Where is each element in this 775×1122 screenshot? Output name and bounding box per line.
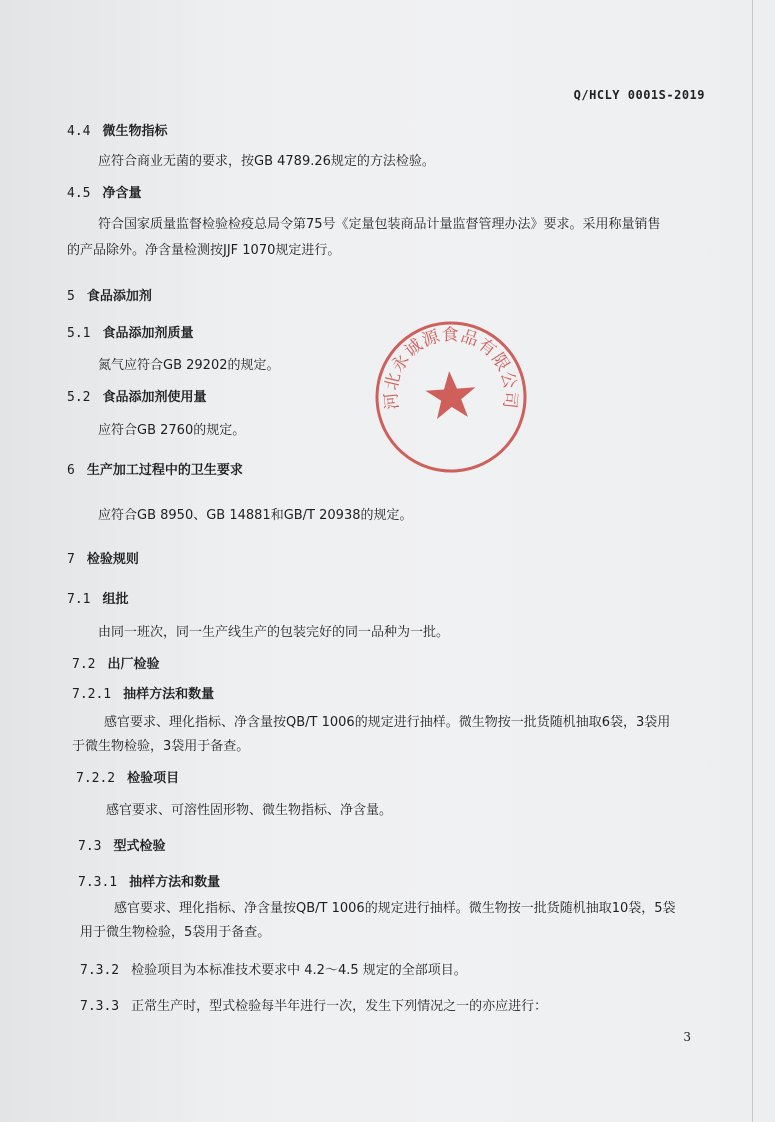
- section-title: 型式检验: [113, 839, 166, 854]
- document-code: Q/HCLY 0001S-2019: [573, 88, 705, 102]
- section-number: 5.1: [67, 326, 91, 341]
- heading-4-5: [67, 185, 142, 203]
- company-seal: [368, 314, 535, 481]
- section-number: 7.1: [67, 592, 91, 607]
- section-title: 食品添加剂使用量: [102, 390, 207, 405]
- page-number: 3: [683, 1030, 691, 1044]
- section-number: 7: [67, 552, 75, 567]
- heading-7-2-2: [76, 770, 179, 788]
- section-title: 净含量: [102, 186, 142, 201]
- section-number: 7.2.1: [72, 687, 112, 702]
- section-text: 检验项目为本标准技术要求中 4.2～4.5 规定的全部项目。: [131, 963, 467, 978]
- paragraph-6: 应符合GB 8950、GB 14881和GB/T 20938的规定。: [98, 508, 413, 523]
- heading-7-2: [72, 656, 160, 674]
- section-title: 食品添加剂质量: [102, 326, 194, 341]
- section-number: 7.3: [78, 839, 102, 854]
- heading-7-3: [78, 838, 166, 856]
- paragraph-5-2: 应符合GB 2760的规定。: [98, 423, 246, 438]
- section-number: 7.3.2: [80, 963, 120, 978]
- page-edge-line: [752, 0, 753, 1122]
- section-number: 4.5: [67, 186, 91, 201]
- paragraph-4-5-line2: 的产品除外。净含量检测按JJF 1070规定进行。: [67, 243, 341, 258]
- heading-6: [67, 462, 243, 480]
- section-number: 6: [67, 463, 75, 478]
- section-number: 7.3.1: [78, 875, 118, 890]
- paragraph-7-2-2: 感官要求、可溶性固形物、微生物指标、净含量。: [106, 803, 393, 818]
- section-title: 食品添加剂: [86, 289, 152, 304]
- heading-4-4: [67, 123, 168, 141]
- section-number: 7.3.3: [80, 999, 120, 1014]
- paragraph-7-1: 由同一班次，同一生产线生产的包装完好的同一品种为一批。: [98, 625, 450, 640]
- section-title: 抽样方法和数量: [129, 875, 221, 890]
- heading-7: [67, 551, 139, 569]
- paragraph-7-3-1-line1: 感官要求、理化指标、净含量按QB/T 1006的规定进行抽样。微生物按一批货随机抽取10袋，5袋: [114, 901, 676, 916]
- section-number: 4.4: [67, 124, 91, 139]
- section-title: 微生物指标: [102, 124, 168, 139]
- paragraph-7-3-1-line2: 用于微生物检验，5袋用于备查。: [80, 925, 271, 940]
- section-title: 检验规则: [86, 552, 139, 567]
- section-number: 5: [67, 289, 75, 304]
- heading-5-1: [67, 325, 194, 343]
- paragraph-5-1: 氮气应符合GB 29202的规定。: [98, 358, 280, 373]
- paragraph-7-2-1-line2: 于微生物检验，3袋用于备查。: [72, 739, 250, 754]
- star-icon: [424, 369, 477, 419]
- section-title: 抽样方法和数量: [123, 687, 215, 702]
- paragraph-4-4: 应符合商业无菌的要求，按GB 4789.26规定的方法检验。: [98, 154, 435, 169]
- paragraph-7-3-2: [80, 962, 467, 980]
- heading-5-2: [67, 389, 207, 407]
- paragraph-4-5-line1: 符合国家质量监督检验检疫总局令第75号《定量包装商品计量监督管理办法》要求。采用称量销售: [98, 217, 661, 232]
- heading-7-2-1: [72, 686, 214, 704]
- section-title: 检验项目: [127, 771, 180, 786]
- paragraph-7-3-3: [80, 998, 547, 1016]
- heading-5: [67, 288, 152, 306]
- section-title: 生产加工过程中的卫生要求: [86, 463, 243, 478]
- section-number: 7.2.2: [76, 771, 116, 786]
- paragraph-7-2-1-line1: 感官要求、理化指标、净含量按QB/T 1006的规定进行抽样。微生物按一批货随机抽取6袋，3袋用: [104, 715, 671, 730]
- heading-7-3-1: [78, 874, 220, 892]
- heading-7-1: [67, 591, 129, 609]
- section-text: 正常生产时，型式检验每半年进行一次，发生下列情况之一的亦应进行：: [131, 999, 548, 1014]
- section-number: 7.2: [72, 657, 96, 672]
- svg-text:河北永诚源食品有限公司: 河北永诚源食品有限公司: [381, 325, 521, 411]
- section-number: 5.2: [67, 390, 91, 405]
- section-title: 出厂检验: [107, 657, 160, 672]
- section-title: 组批: [102, 592, 129, 607]
